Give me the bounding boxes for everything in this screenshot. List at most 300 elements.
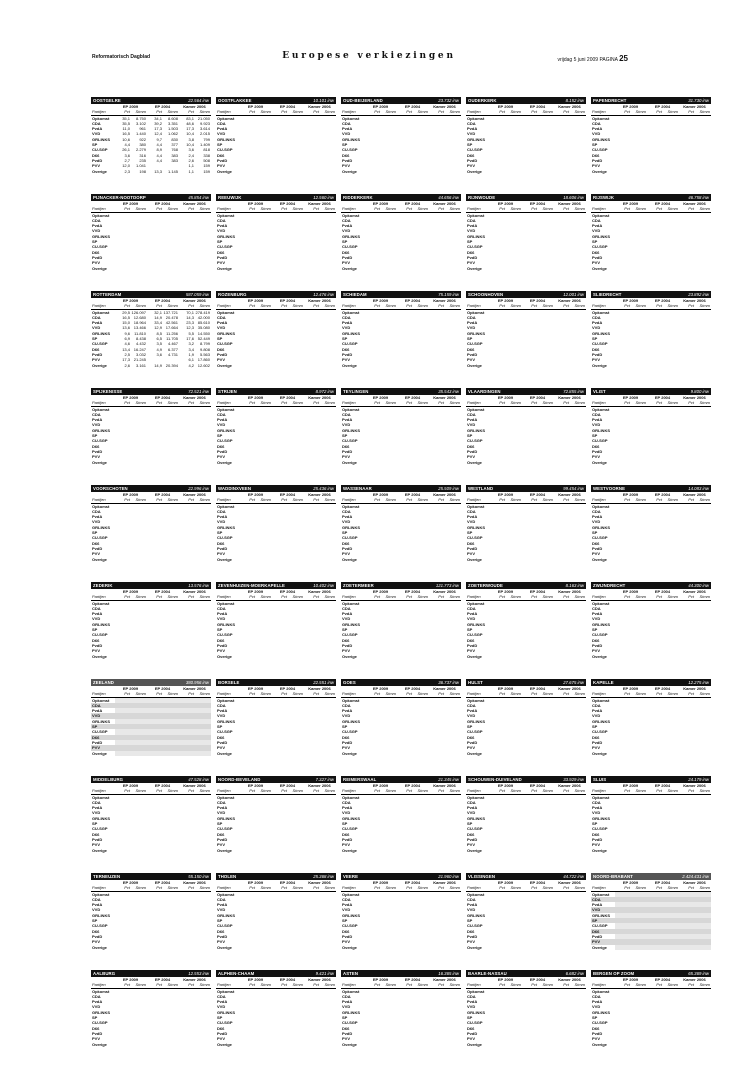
party-name: D66 <box>92 443 100 449</box>
result-cell: 34,1 <box>154 115 162 121</box>
party-name: GRLINKS <box>92 815 110 821</box>
sub-header: Pct <box>147 691 163 697</box>
result-cell <box>647 751 663 756</box>
party-name: D66 <box>92 831 100 837</box>
party-name: CU-SGP <box>92 244 108 250</box>
party-name: SP <box>467 627 473 633</box>
table-head <box>466 395 586 406</box>
party-name: PvdD <box>342 545 353 551</box>
result-cell: 42.000 <box>197 314 210 320</box>
table-head <box>466 201 586 212</box>
party-name: Opkomst <box>592 115 610 121</box>
result-cell: 159 <box>203 163 210 169</box>
party-row <box>91 654 211 659</box>
municipality-name: RIDDERKERK <box>343 195 373 200</box>
party-name: PvdA <box>467 320 478 326</box>
party-name: Overige <box>92 265 107 271</box>
result-cell <box>195 266 211 271</box>
municipality-box <box>91 194 211 290</box>
party-row <box>91 557 211 562</box>
result-cell <box>365 460 381 465</box>
party-name: PVV <box>467 163 476 169</box>
party-name: Opkomst <box>467 794 485 800</box>
group-header: EP 2009 <box>622 589 639 594</box>
party-name: Opkomst <box>217 309 235 315</box>
municipality-population: 46.758 inw <box>688 195 709 200</box>
result-cell <box>413 169 429 174</box>
party-name: CU-SGP <box>592 244 608 250</box>
result-cell: 17,3 <box>122 357 130 363</box>
result-cell: 10,4 <box>186 131 194 137</box>
result-cell <box>538 654 554 659</box>
party-name: GRLINKS <box>92 1009 110 1015</box>
result-cell <box>381 363 397 368</box>
party-name: Overige <box>592 265 607 271</box>
party-name: GRLINKS <box>217 524 235 530</box>
party-name: Overige <box>217 362 232 368</box>
result-cell <box>631 266 647 271</box>
party-name: Opkomst <box>92 697 110 703</box>
municipality-name: VLAARDINGEN <box>468 389 501 394</box>
sub-header: Partijen <box>591 497 615 503</box>
table-body <box>216 891 336 950</box>
sub-header: Partijen <box>216 691 240 697</box>
party-name: D66 <box>592 734 600 740</box>
party-name: SP <box>92 336 98 342</box>
party-name: PVV <box>467 357 476 363</box>
municipality-name: WADDINXVEEN <box>218 486 252 491</box>
party-row <box>216 945 336 950</box>
party-name: Overige <box>592 362 607 368</box>
sub-header: Stmm <box>445 400 461 406</box>
party-name: PVV <box>217 842 226 848</box>
party-name: PvdA <box>592 902 603 908</box>
group-header: Kamer 2006 <box>558 104 581 109</box>
result-cell <box>695 654 711 659</box>
table-body <box>341 309 461 368</box>
results-row <box>91 485 717 581</box>
party-name: VVD <box>342 907 351 913</box>
party-name: Overige <box>592 168 607 174</box>
party-name: D66 <box>92 249 100 255</box>
results-table <box>216 298 336 368</box>
group-header: EP 2004 <box>654 395 671 400</box>
group-header: EP 2009 <box>372 589 389 594</box>
party-name: PvdD <box>467 739 478 745</box>
sub-header: Pct <box>679 497 695 503</box>
sub-header: Pct <box>679 303 695 309</box>
result-cell <box>115 751 131 756</box>
result-cell: 16,5 <box>122 314 130 320</box>
sub-header: Stmm <box>381 206 397 212</box>
municipality-header <box>91 97 211 104</box>
result-cell <box>445 848 461 853</box>
group-header: EP 2004 <box>154 686 171 691</box>
municipality-name: AALBURG <box>93 971 116 976</box>
party-name: SP <box>467 336 473 342</box>
group-header: EP 2004 <box>404 201 421 206</box>
sub-header: Pct <box>554 885 570 891</box>
group-header: EP 2004 <box>154 783 171 788</box>
table-head <box>466 104 586 115</box>
result-cell: 2.015 <box>199 131 210 137</box>
sub-header: Pct <box>490 691 506 697</box>
group-header: EP 2004 <box>654 589 671 594</box>
table-body <box>216 794 336 853</box>
results-table <box>466 783 586 853</box>
municipality-box <box>466 194 586 290</box>
party-name: PVV <box>342 454 351 460</box>
result-cell <box>320 460 336 465</box>
sub-header: Stmm <box>445 885 461 891</box>
sub-header: Stmm <box>663 109 679 115</box>
party-row <box>341 654 461 659</box>
party-name: CDA <box>467 702 476 708</box>
sub-header: Pct <box>272 691 288 697</box>
municipality-population: 8.972 inw <box>315 389 334 394</box>
result-cell <box>256 654 272 659</box>
party-row <box>216 751 336 756</box>
result-cell: 1.062 <box>167 131 178 137</box>
municipality-header <box>591 194 711 201</box>
result-cell <box>490 460 506 465</box>
party-name: Overige <box>342 362 357 368</box>
result-cell: 13,3 <box>154 168 162 174</box>
result-cell: 5,5 <box>188 330 194 336</box>
sub-header: Pct <box>240 885 256 891</box>
result-cell <box>413 945 429 950</box>
group-header: EP 2004 <box>654 104 671 109</box>
party-name: Opkomst <box>467 503 485 509</box>
group-header: EP 2009 <box>497 201 514 206</box>
party-name: Overige <box>592 847 607 853</box>
party-name: CU-SGP <box>342 438 358 444</box>
party-name: PVV <box>217 260 226 266</box>
party-row <box>591 363 711 368</box>
sub-header: Partijen <box>466 303 490 309</box>
result-cell <box>304 460 320 465</box>
party-name: CDA <box>467 896 476 902</box>
group-header: EP 2004 <box>279 298 296 303</box>
party-name: PvdA <box>342 126 353 132</box>
municipality-population: 23.892 inw <box>688 292 709 297</box>
party-name: PvdD <box>342 739 353 745</box>
sub-header: Stmm <box>381 400 397 406</box>
sub-header: Stmm <box>288 400 304 406</box>
municipality-population: 12.275 inw <box>688 680 709 685</box>
party-name: VVD <box>217 713 226 719</box>
party-name: Overige <box>592 944 607 950</box>
party-name: CU-SGP <box>592 632 608 638</box>
table-head <box>91 298 211 309</box>
table-body <box>216 212 336 271</box>
party-name: PvdD <box>592 739 603 745</box>
sub-header: Stmm <box>695 109 711 115</box>
table-head <box>591 104 711 115</box>
result-cell <box>256 460 272 465</box>
result-cell: 8.750 <box>135 115 146 121</box>
result-cell: 2,6 <box>188 157 194 163</box>
sub-header: Stmm <box>195 497 211 503</box>
result-cell <box>365 363 381 368</box>
municipality-name: ZEVENHUIZEN-MOERKAPELLE <box>218 583 285 588</box>
party-name: GRLINKS <box>92 427 110 433</box>
party-name: Opkomst <box>217 697 235 703</box>
party-name: D66 <box>92 637 100 643</box>
result-cell <box>288 751 304 756</box>
municipality-header <box>91 291 211 298</box>
party-name: VVD <box>342 519 351 525</box>
municipality-population: 55.150 inw <box>188 874 209 879</box>
sub-header: Stmm <box>195 206 211 212</box>
group-header: EP 2009 <box>122 395 139 400</box>
table-body <box>591 503 711 562</box>
party-name: PvdD <box>592 351 603 357</box>
party-name: PVV <box>217 454 226 460</box>
group-header: Kamer 2006 <box>433 589 456 594</box>
sub-header: Stmm <box>195 594 211 600</box>
party-name: Overige <box>217 944 232 950</box>
result-cell: 8.438 <box>135 336 146 342</box>
result-cell <box>506 266 522 271</box>
group-header: Kamer 2006 <box>558 783 581 788</box>
result-cell <box>304 169 320 174</box>
party-name: PVV <box>342 551 351 557</box>
result-cell: 8,9 <box>156 147 162 153</box>
sub-header: Pct <box>115 885 131 891</box>
sub-header: Stmm <box>663 788 679 794</box>
result-cell <box>272 460 288 465</box>
sub-header: Stmm <box>131 206 147 212</box>
party-name: GRLINKS <box>467 815 485 821</box>
party-name: PvdD <box>217 933 228 939</box>
municipality-header <box>91 776 211 783</box>
party-name: CDA <box>91 703 115 708</box>
municipality-box <box>591 291 711 387</box>
party-name: GRLINKS <box>92 621 110 627</box>
table-body <box>216 697 336 756</box>
result-cell <box>240 363 256 368</box>
party-name: CDA <box>467 508 476 514</box>
municipality-box <box>466 873 586 969</box>
result-cell <box>538 169 554 174</box>
group-header: Kamer 2006 <box>433 395 456 400</box>
party-row <box>466 557 586 562</box>
party-name: PvdD <box>217 448 228 454</box>
sub-header: Stmm <box>570 788 586 794</box>
party-name: GRLINKS <box>467 427 485 433</box>
party-name: CU-SGP <box>342 923 358 929</box>
municipality-box <box>341 291 461 387</box>
result-cell <box>663 654 679 659</box>
municipality-header <box>466 485 586 492</box>
municipality-population: 21.345 inw <box>438 777 459 782</box>
sub-header: Stmm <box>631 109 647 115</box>
result-cell: 3.161 <box>135 362 146 368</box>
party-name: PvdD <box>92 448 103 454</box>
party-name: CDA <box>592 799 601 805</box>
result-cell <box>679 460 695 465</box>
result-cell <box>240 557 256 562</box>
municipality-header <box>591 291 711 298</box>
result-cell <box>195 848 211 853</box>
sub-header: Partijen <box>341 109 365 115</box>
party-name: Opkomst <box>342 600 360 606</box>
municipality-population: 23.732 inw <box>438 98 459 103</box>
sub-header: Pct <box>179 206 195 212</box>
party-name: Overige <box>467 556 482 562</box>
municipality-population: 75.159 inw <box>438 292 459 297</box>
result-cell <box>615 363 631 368</box>
sub-header: Stmm <box>570 206 586 212</box>
municipality-population: 22.564 inw <box>188 98 209 103</box>
result-cell <box>272 557 288 562</box>
party-name: CDA <box>592 605 601 611</box>
party-name: Overige <box>92 653 107 659</box>
group-header: EP 2009 <box>122 298 139 303</box>
group-header: EP 2004 <box>529 395 546 400</box>
municipality-box <box>591 388 711 484</box>
result-cell: 3,6 <box>188 147 194 153</box>
party-name: PVV <box>467 939 476 945</box>
sub-header: Stmm <box>163 691 179 697</box>
result-cell <box>115 266 131 271</box>
sub-header: Stmm <box>695 497 711 503</box>
party-name: VVD <box>467 713 476 719</box>
party-row <box>216 848 336 853</box>
sub-header: Stmm <box>256 497 272 503</box>
party-name: Opkomst <box>467 600 485 606</box>
result-cell <box>429 363 445 368</box>
table-body <box>591 600 711 659</box>
group-header: EP 2004 <box>154 589 171 594</box>
party-name: PVV <box>217 648 226 654</box>
result-cell <box>413 460 429 465</box>
sub-header: Stmm <box>538 497 554 503</box>
party-name: VVD <box>217 131 226 137</box>
party-row <box>341 557 461 562</box>
party-name: GRLINKS <box>217 330 235 336</box>
municipality-header <box>466 776 586 783</box>
municipality-header <box>216 194 336 201</box>
sub-header: Partijen <box>216 206 240 212</box>
result-cell <box>695 460 711 465</box>
sub-header: Partijen <box>466 691 490 697</box>
party-name: PvdA <box>592 223 603 229</box>
party-name: Opkomst <box>92 212 110 218</box>
result-cell: 11.810 <box>134 330 146 336</box>
sub-header: Stmm <box>131 788 147 794</box>
group-header: Kamer 2006 <box>433 492 456 497</box>
party-name: PvdA <box>342 805 353 811</box>
party-name: PvdA <box>592 708 603 714</box>
result-cell <box>179 848 195 853</box>
sub-header: Partijen <box>466 594 490 600</box>
result-cell: 10,4 <box>186 142 194 148</box>
sub-header: Pct <box>397 303 413 309</box>
municipality-population: 12.476 inw <box>313 292 334 297</box>
result-cell: 6.377 <box>167 346 178 352</box>
result-cell <box>163 1042 179 1047</box>
party-name: PvdA <box>92 223 103 229</box>
table-head <box>216 104 336 115</box>
group-header: EP 2009 <box>122 783 139 788</box>
result-cell: 3,5 <box>156 341 162 347</box>
results-table <box>591 395 711 465</box>
sub-header: Pct <box>679 109 695 115</box>
sub-header: Stmm <box>256 788 272 794</box>
sub-header: Stmm <box>288 885 304 891</box>
party-name: CU-SGP <box>342 147 358 153</box>
result-cell: 1.440 <box>135 131 146 137</box>
sub-header: Pct <box>365 788 381 794</box>
municipality-header <box>591 776 711 783</box>
sub-header: Pct <box>147 788 163 794</box>
sub-header: Pct <box>272 109 288 115</box>
party-name: SP <box>467 821 473 827</box>
result-cell <box>240 654 256 659</box>
party-name: SP <box>342 239 348 245</box>
result-cell <box>131 751 147 756</box>
result-cell: 17,6 <box>186 336 194 342</box>
party-name: Overige <box>217 847 232 853</box>
sub-header: Pct <box>615 497 631 503</box>
result-cell <box>147 751 163 756</box>
result-cell <box>615 460 631 465</box>
sub-header: Partijen <box>216 885 240 891</box>
result-cell <box>490 751 506 756</box>
party-name: PvdD <box>592 836 603 842</box>
party-name: PvdD <box>342 448 353 454</box>
municipality-box <box>216 485 336 581</box>
party-name: VVD <box>342 325 351 331</box>
result-cell <box>131 266 147 271</box>
municipality-population: 9.800 inw <box>690 389 709 394</box>
municipality-population: 10.101 inw <box>313 98 334 103</box>
group-header: EP 2004 <box>154 880 171 885</box>
table-head <box>216 492 336 503</box>
table-head <box>341 492 461 503</box>
party-name: CU-SGP <box>467 923 483 929</box>
table-body <box>91 212 211 271</box>
party-name: PvdA <box>217 805 228 811</box>
result-cell <box>538 848 554 853</box>
sub-header: Pct <box>147 982 163 988</box>
sub-header: Pct <box>115 594 131 600</box>
table-body <box>341 406 461 465</box>
municipality-header <box>466 679 586 686</box>
sub-header: Partijen <box>341 497 365 503</box>
party-name: PvdA <box>342 223 353 229</box>
party-name: GRLINKS <box>92 912 110 918</box>
table-head <box>341 589 461 600</box>
party-name: SP <box>592 821 598 827</box>
municipality-box <box>341 776 461 872</box>
result-cell <box>195 1042 211 1047</box>
group-header: EP 2009 <box>622 492 639 497</box>
result-cell <box>647 266 663 271</box>
result-cell <box>522 169 538 174</box>
result-cell <box>413 557 429 562</box>
table-body <box>216 406 336 465</box>
municipality-population: 72.521 inw <box>188 389 209 394</box>
party-name: Opkomst <box>92 794 110 800</box>
sub-header: Stmm <box>506 885 522 891</box>
municipality-population: 31.730 inw <box>688 98 709 103</box>
table-head <box>91 783 211 794</box>
municipality-header <box>216 679 336 686</box>
sub-header: Stmm <box>195 303 211 309</box>
